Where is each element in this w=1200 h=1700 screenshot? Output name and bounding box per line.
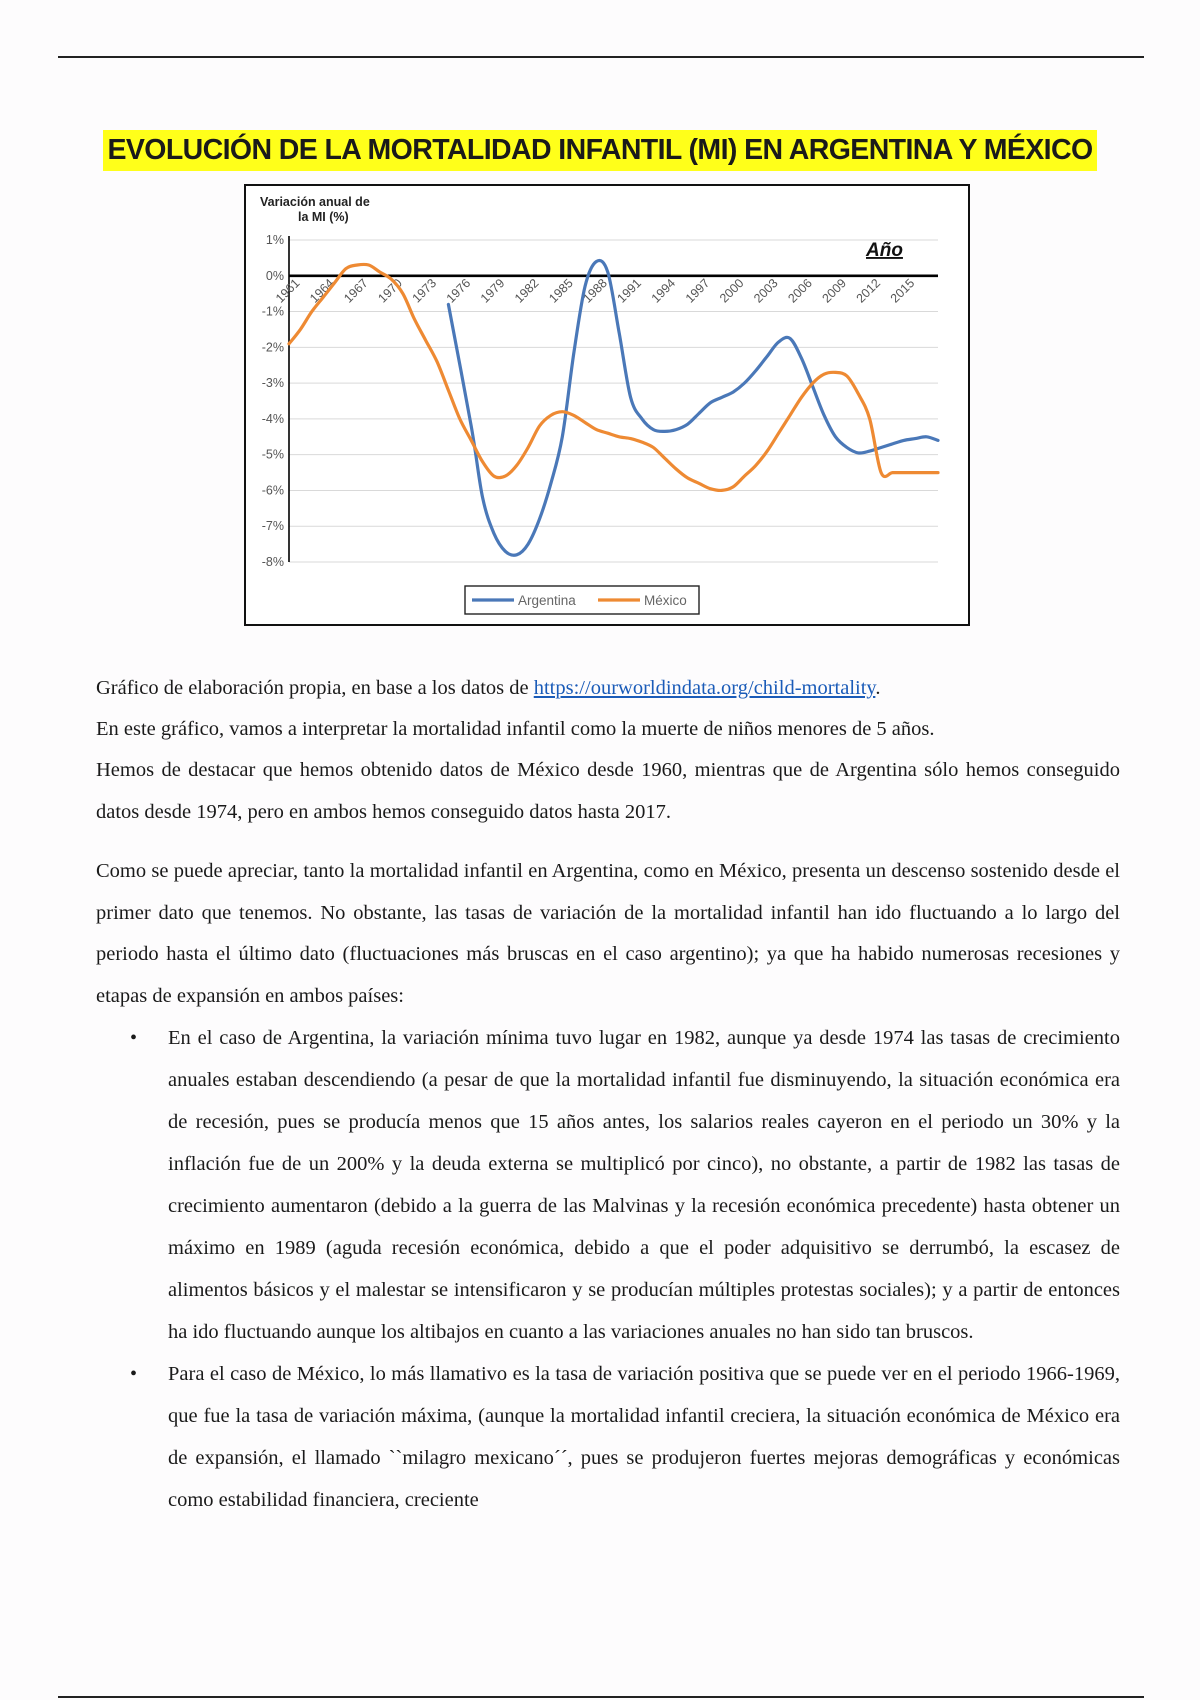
y-tick-label: -1% [261, 304, 284, 319]
paragraph-2: Hemos de destacar que hemos obtenido datos de México desde 1960, mientras que de Argentina sólo hemos conseguido datos desde 1974, pero en ambos hemos conseguido datos hasta 2017. [96, 759, 1120, 823]
bottom-rule [58, 1696, 1144, 1698]
y-tick-label: -7% [261, 519, 284, 534]
bullet-icon: • [130, 1027, 138, 1049]
x-tick-label: 1976 [443, 275, 474, 306]
y-tick-label: 0% [265, 268, 284, 283]
x-tick-label: 1985 [546, 275, 576, 306]
y-tick-label: 1% [265, 233, 284, 247]
x-tick-label: 2012 [853, 275, 884, 306]
list-item [96, 1017, 1120, 1353]
x-tick-label: 1988 [580, 275, 610, 306]
x-tick-label: 1994 [648, 275, 679, 306]
page-title: EVOLUCIÓN DE LA MORTALIDAD INFANTIL (MI) EN ARGENTINA Y MÉXICO [103, 130, 1096, 171]
bullet-icon: • [130, 1363, 138, 1385]
bullet-list [96, 1017, 1120, 1521]
paragraph-1: En este gráfico, vamos a interpretar la mortalidad infantil como la muerte de niños menores de 5 años. [96, 718, 935, 740]
y-tick-label: -5% [261, 447, 284, 462]
list-item [96, 1353, 1120, 1521]
x-tick-label: 1997 [682, 275, 713, 306]
body-text [96, 668, 1120, 1521]
y-tick-label: -6% [261, 483, 284, 498]
caption-prefix: Gráfico de elaboración propia, en base a los datos de [96, 677, 534, 699]
y-axis-title: la MI (%) [298, 210, 349, 224]
x-tick-label: 2003 [751, 275, 781, 306]
y-tick-label: -3% [261, 376, 284, 391]
y-tick-label: -2% [261, 340, 284, 355]
x-tick-label: 1964 [307, 275, 337, 306]
x-tick-label: 1967 [341, 275, 371, 306]
line-chart [246, 186, 968, 624]
x-tick-label: 1979 [477, 275, 508, 306]
caption [96, 668, 1120, 709]
legend-label: México [644, 593, 687, 608]
x-tick-label: 1970 [375, 275, 405, 306]
y-tick-label: -4% [261, 411, 284, 426]
bullet-text: Para el caso de México, lo más llamativo es la tasa de variación positiva que se puede ver en el periodo 1966-1969, que fue la tasa de variación máxima, (aunque la mortalidad infantil creciera, la situación económica de México era de expansión, el llamado ``milagro mexicano´´, pues se produjeron fuertes mejoras demográficas y económicas como estabilidad financiera, creciente [168, 1363, 1120, 1511]
x-tick-label: 2000 [716, 275, 747, 306]
chart-container [244, 184, 970, 626]
x-tick-label: 1973 [409, 275, 440, 306]
x-tick-label: 1961 [272, 275, 303, 306]
x-tick-label: 2009 [819, 275, 850, 306]
source-link[interactable]: https://ourworldindata.org/child-mortality [533, 677, 876, 699]
x-tick-label: 2006 [785, 275, 815, 306]
x-tick-label: 1982 [512, 275, 542, 306]
caption-suffix: . [875, 677, 881, 699]
title-wrap [0, 130, 1200, 171]
legend-label: Argentina [518, 593, 576, 608]
top-rule [58, 56, 1144, 58]
bullet-text: En el caso de Argentina, la variación mínima tuvo lugar en 1982, aunque ya desde 1974 las tasas de crecimiento anuales estaban descendiendo (a pesar de que la mortalidad infantil fue disminuyendo, la situación económica era de recesión, pues se producía menos que 15 años antes, los salarios reales cayeron en el periodo un 30% y la inflación fue de un 200% y la deuda externa se multiplicó por cinco), no obstante, a partir de 1982 las tasas de crecimiento aumentaron (debido a la guerra de las Malvinas y la recesión económica precedente) hasta obtener un máximo en 1989 (aguda recesión económica, debido a que el poder adquisitivo se derrumbó, la escasez de alimentos básicos y el malestar se intensificaron y se producían múltiples protestas sociales); y a partir de entonces ha ido fluctuando aunque los altibajos en cuanto a las variaciones anuales no han sido tan bruscos. [168, 1027, 1120, 1343]
x-tick-label: 1991 [614, 275, 645, 306]
y-tick-label: -8% [261, 555, 284, 569]
y-axis-title: Variación anual de [260, 195, 370, 209]
x-tick-label: 2015 [887, 275, 918, 306]
paragraph-3: Como se puede apreciar, tanto la mortalidad infantil en Argentina, como en México, presenta un descenso sostenido desde el primer dato que tenemos. No obstante, las tasas de variación de la mortalidad infantil han ido fluctuando a lo largo del periodo hasta el último dato (fluctuaciones más bruscas en el caso argentino); ya que ha habido numerosas recesiones y etapas de expansión en ambos países: [96, 860, 1120, 1007]
x-axis-title: Año [866, 240, 903, 261]
